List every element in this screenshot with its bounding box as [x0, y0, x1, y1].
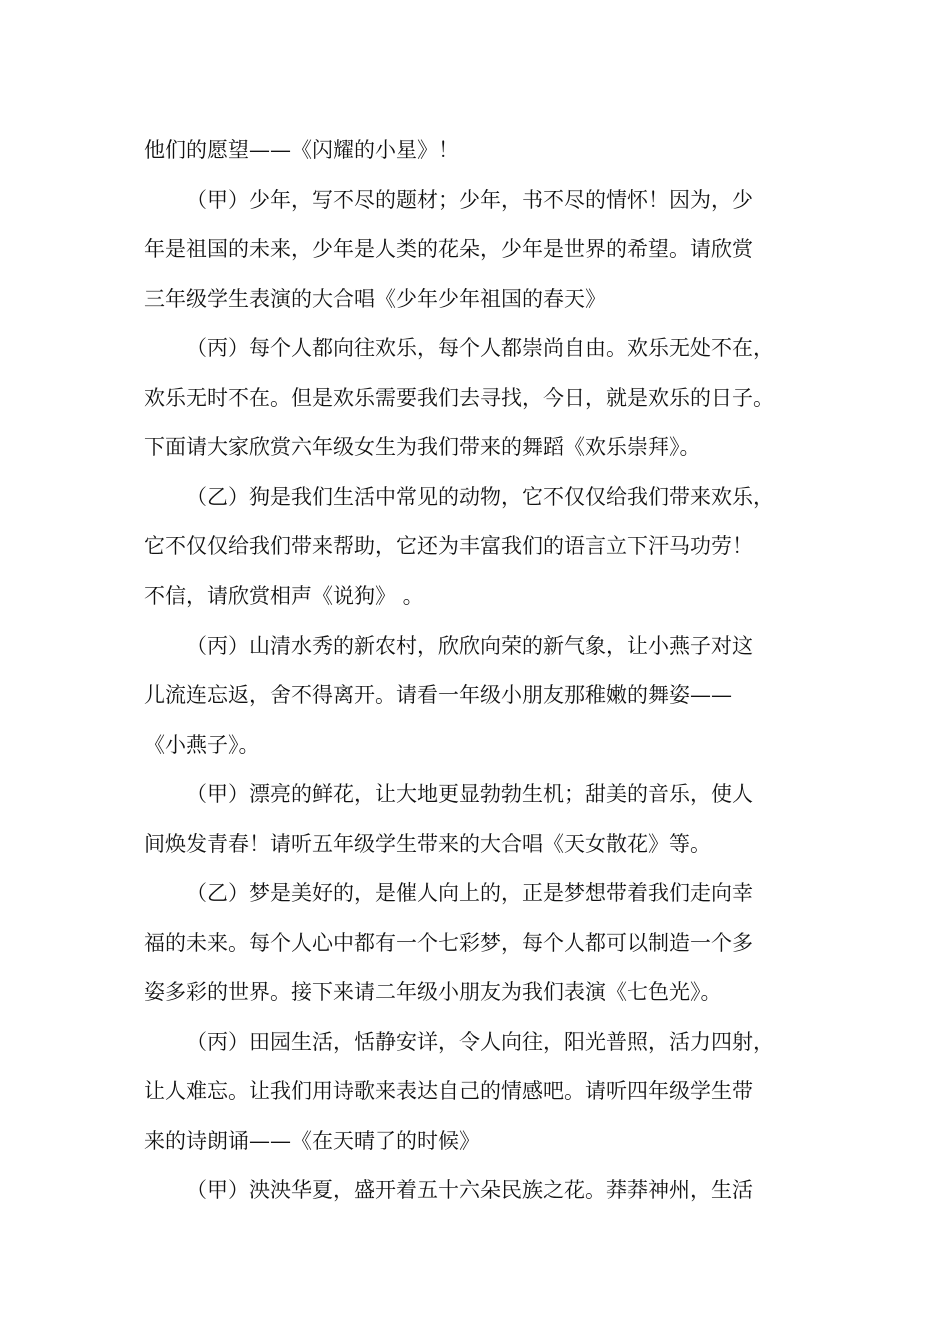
- text-line: 姿多彩的世界。接下来请二年级小朋友为我们表演《七色光》。: [144, 980, 722, 1004]
- paragraph-first-line: （乙）梦是美好的，是催人向上的，正是梦想带着我们走向幸: [186, 881, 753, 905]
- paragraph-first-line: （丙）田园生活，恬静安详，令人向往，阳光普照，活力四射，: [186, 1030, 774, 1054]
- paragraph-first-line: （甲）漂亮的鲜花，让大地更显勃勃生机；甜美的音乐，使人: [186, 782, 753, 806]
- text-line: 不信，请欣赏相声《说狗》 。: [144, 584, 424, 608]
- paragraph-first-line: （乙）狗是我们生活中常见的动物，它不仅仅给我们带来欢乐，: [186, 485, 774, 509]
- text-line: 他们的愿望——《闪耀的小星》！: [144, 138, 459, 162]
- paragraph-first-line: （丙）山清水秀的新农村，欣欣向荣的新气象，让小燕子对这: [186, 634, 753, 658]
- text-line: 间焕发青春！请听五年级学生带来的大合唱《天女散花》等。: [144, 832, 711, 856]
- text-line: 欢乐无时不在。但是欢乐需要我们去寻找，今日，就是欢乐的日子。: [144, 386, 774, 410]
- text-line: 年是祖国的未来，少年是人类的花朵，少年是世界的希望。请欣赏: [144, 237, 753, 261]
- paragraph-first-line: （甲）泱泱华夏，盛开着五十六朵民族之花。莽莽神州，生活: [186, 1178, 753, 1202]
- paragraph-first-line: （丙）每个人都向往欢乐，每个人都崇尚自由。欢乐无处不在，: [186, 336, 774, 360]
- text-line: 下面请大家欣赏六年级女生为我们带来的舞蹈《欢乐崇拜》。: [144, 435, 701, 459]
- text-line: 它不仅仅给我们带来帮助，它还为丰富我们的语言立下汗马功劳！: [144, 534, 753, 558]
- text-line: 让人难忘。让我们用诗歌来表达自己的情感吧。请听四年级学生带: [144, 1079, 753, 1103]
- paragraph-first-line: （甲）少年，写不尽的题材；少年，书不尽的情怀！因为，少: [186, 188, 753, 212]
- text-line: 儿流连忘返，舍不得离开。请看一年级小朋友那稚嫩的舞姿——: [144, 683, 732, 707]
- text-line: 福的未来。每个人心中都有一个七彩梦，每个人都可以制造一个多: [144, 931, 753, 955]
- text-line: 《小燕子》。: [144, 733, 260, 757]
- text-line: 来的诗朗诵——《在天晴了的时候》: [144, 1129, 480, 1153]
- text-line: 三年级学生表演的大合唱《少年少年祖国的春天》: [144, 287, 606, 311]
